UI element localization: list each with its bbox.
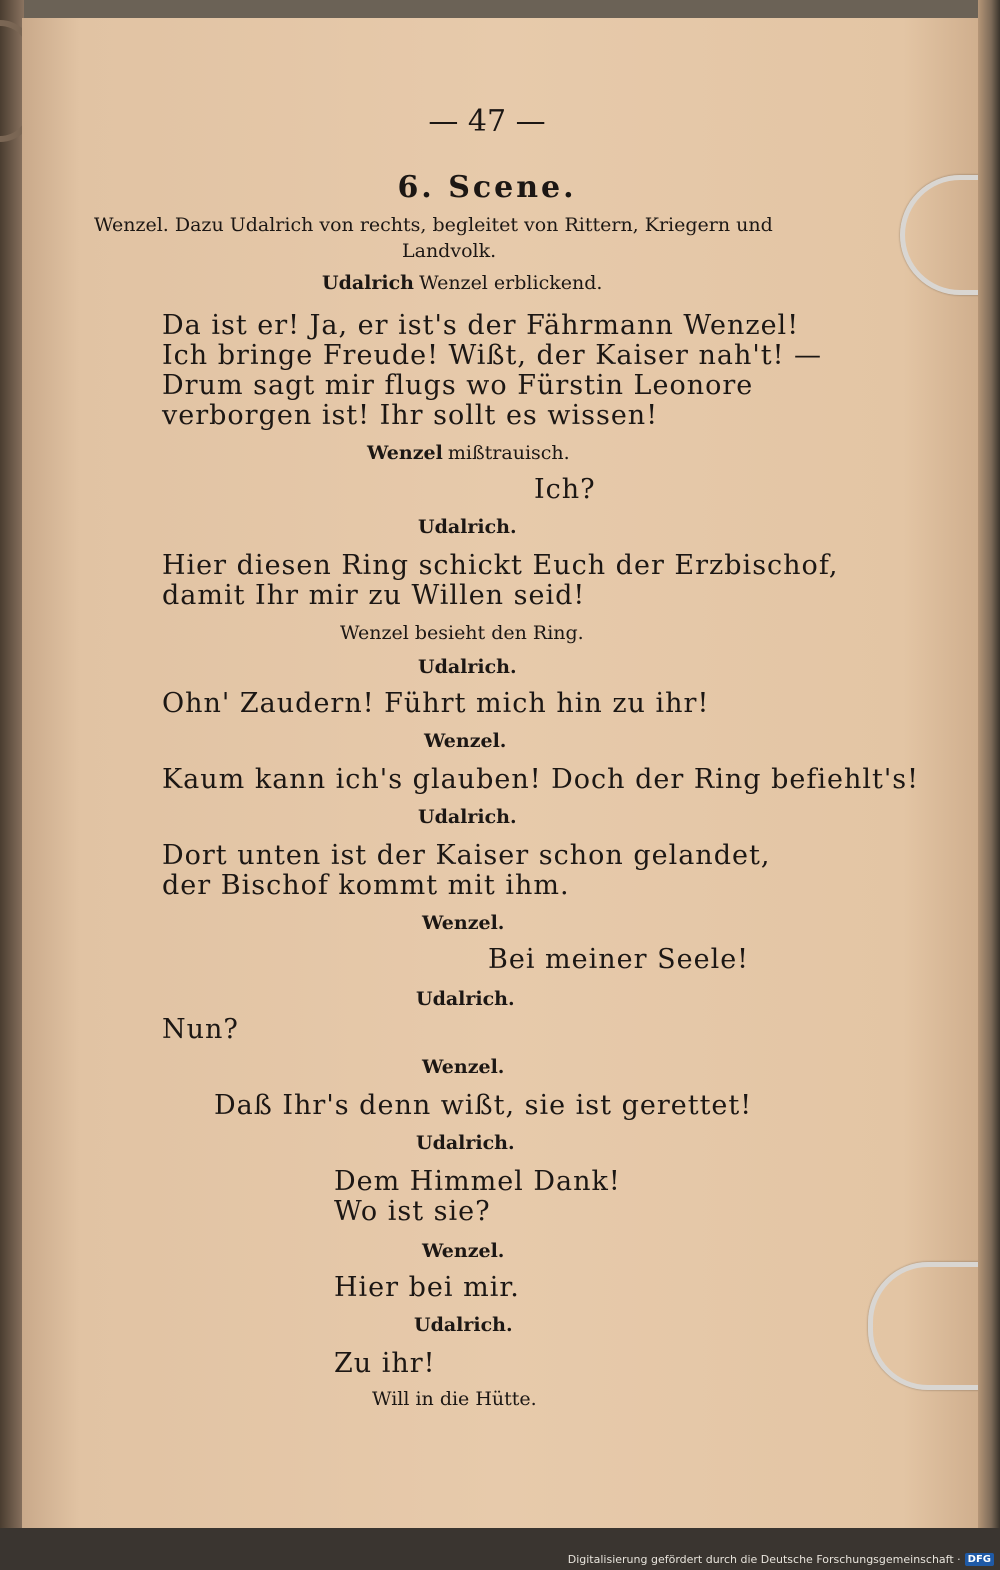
verse-line: damit Ihr mir zu Willen seid! (162, 580, 586, 611)
verse-line: Nun? (162, 1014, 239, 1045)
footer-credit (568, 1553, 994, 1566)
verse-line: Ich bringe Freude! Wißt, der Kaiser nah't! — (162, 340, 823, 371)
verse-line: der Bischof kommt mit ihm. (162, 870, 570, 901)
verse-line: Ohn' Zaudern! Führt mich hin zu ihr! (162, 688, 710, 719)
speaker-name: Udalrich. (416, 1132, 515, 1154)
speaker-name: Udalrich. (418, 656, 517, 678)
speaker-heading (322, 272, 602, 294)
speaker-name: Udalrich. (414, 1314, 513, 1336)
verse-line: Bei meiner Seele! (488, 944, 750, 975)
page-edge-shadow (978, 0, 1000, 1570)
verse-line: Daß Ihr's denn wißt, sie ist gerettet! (214, 1090, 753, 1121)
speaker-name: Wenzel. (422, 1056, 505, 1078)
speaker-name: Udalrich. (418, 806, 517, 828)
speaker-name: Udalrich. (416, 988, 515, 1010)
stage-direction-intro-cont: Landvolk. (402, 240, 497, 262)
verse-line: Kaum kann ich's glauben! Doch der Ring befiehlt's! (162, 764, 919, 795)
verse-line: Drum sagt mir flugs wo Fürstin Leonore (162, 370, 754, 401)
verse-line: Dem Himmel Dank! (334, 1166, 621, 1197)
verse-line: Zu ihr! (334, 1348, 436, 1379)
speaker-name: Wenzel (367, 442, 443, 464)
verse-line: Dort unten ist der Kaiser schon gelandet, (162, 840, 771, 871)
stage-direction: Wenzel besieht den Ring. (340, 622, 584, 644)
dfg-logo: DFG (965, 1553, 994, 1566)
verse-line: verborgen ist! Ihr sollt es wissen! (162, 400, 659, 431)
stage-direction: Will in die Hütte. (372, 1388, 537, 1410)
speaker-name: Wenzel. (422, 1240, 505, 1262)
verse-line: Hier bei mir. (334, 1272, 520, 1303)
verse-line: Ich? (534, 474, 596, 505)
speaker-heading (367, 442, 570, 464)
speaker-name: Udalrich (322, 272, 414, 294)
verse-line: Hier diesen Ring schickt Euch der Erzbischof, (162, 550, 839, 581)
speaker-name: Wenzel. (424, 730, 507, 752)
scene-title: 6. Scene. (397, 170, 577, 205)
stage-direction: Wenzel erblickend. (419, 272, 603, 294)
left-page-shadow (0, 0, 24, 1570)
page-number: — 47 — (428, 104, 546, 139)
verse-line: Da ist er! Ja, er ist's der Fährmann Wenzel! (162, 310, 800, 341)
stage-direction: mißtrauisch. (447, 442, 570, 464)
verse-line: Wo ist sie? (334, 1196, 491, 1227)
stage-direction-intro: Wenzel. Dazu Udalrich von rechts, begleitet von Rittern, Kriegern und (94, 214, 773, 236)
footer-credit-text: Digitalisierung gefördert durch die Deutsche Forschungsgemeinschaft · (567, 1553, 961, 1566)
speaker-name: Udalrich. (418, 516, 517, 538)
footer-bar (0, 1528, 1000, 1570)
speaker-name: Wenzel. (422, 912, 505, 934)
book-page (22, 18, 980, 1528)
